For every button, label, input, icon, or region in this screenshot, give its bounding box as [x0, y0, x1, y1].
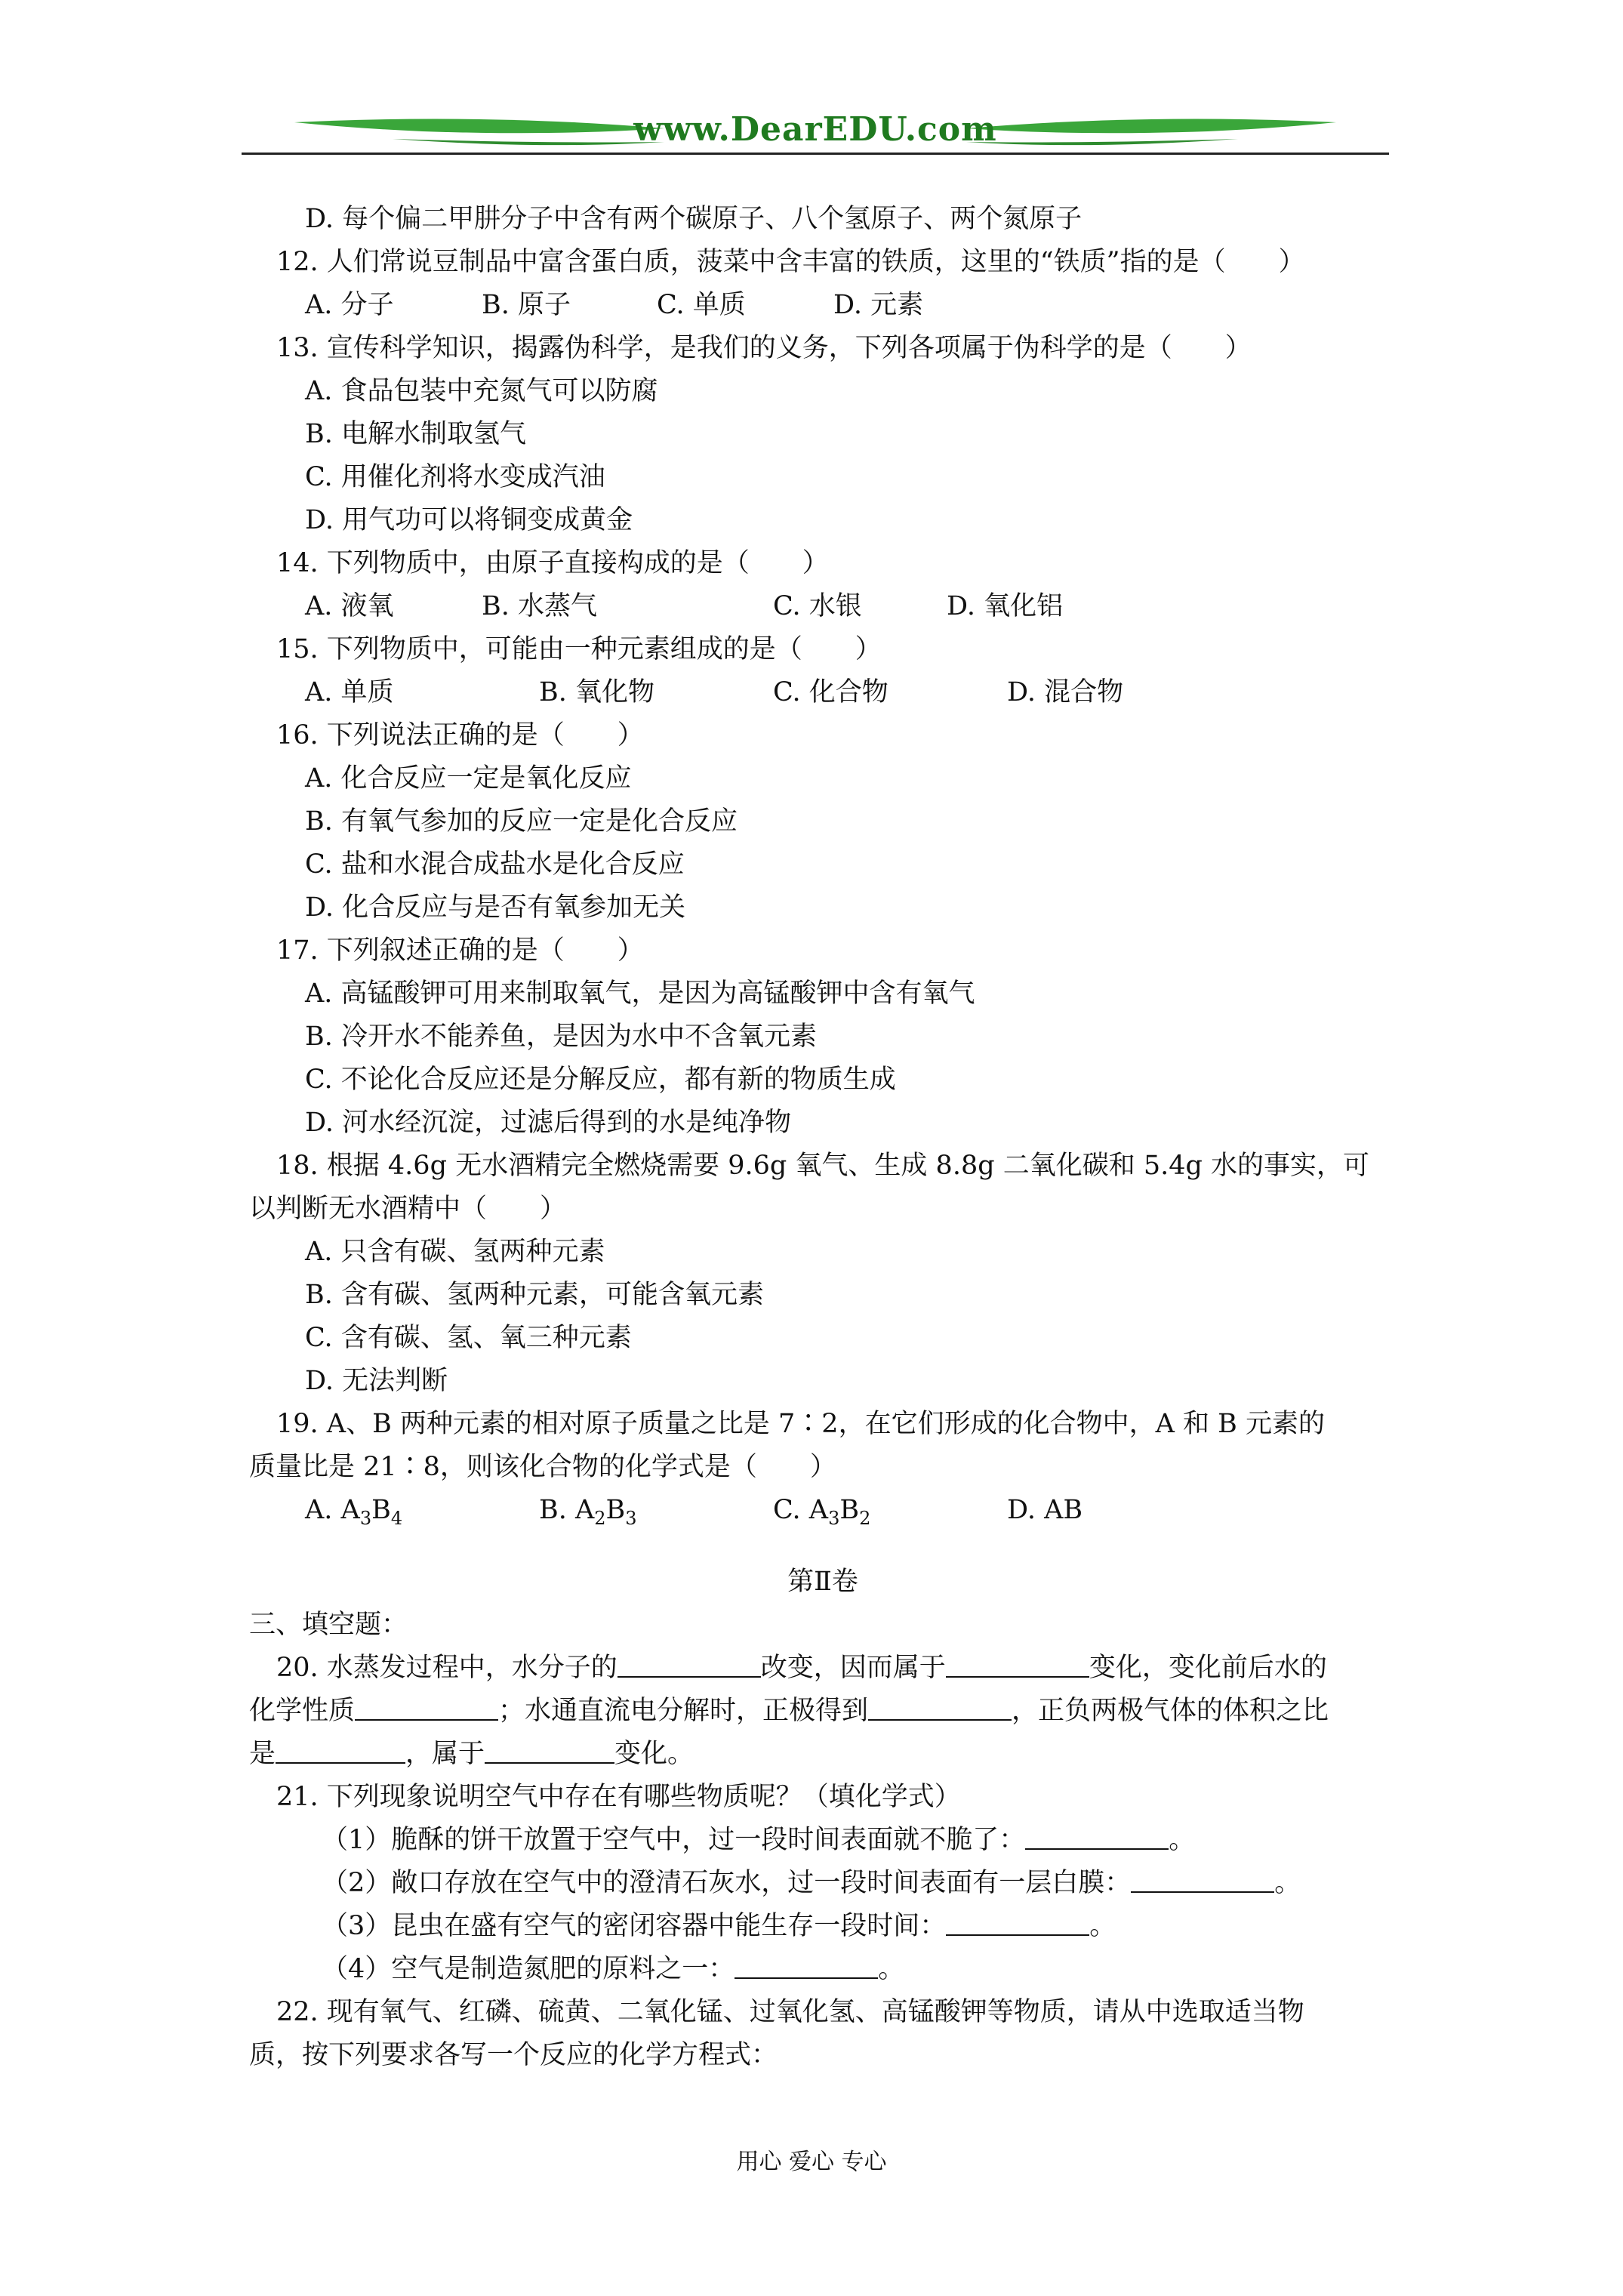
- q20-blank-5[interactable]: [276, 1737, 405, 1764]
- q21-sub3: （3）昆虫在盛有空气的密闭容器中能生存一段时间： 。: [249, 1905, 1397, 1948]
- q15-option-b: B. 氧化物: [539, 677, 654, 707]
- q19-stem-line2: 质量比是 21∶8，则该化合物的化学式是（ ）: [249, 1452, 836, 1482]
- q20-blank-6[interactable]: [485, 1737, 614, 1764]
- q12-option-d: D. 元素: [833, 290, 924, 320]
- q16-option-b: B. 有氧气参加的反应一定是化合反应: [305, 806, 738, 837]
- q19-option-a: A. $A_3B_4$: [305, 1495, 403, 1529]
- q13-option-d: D. 用气功可以将铜变成黄金: [305, 505, 633, 535]
- header-divider: [242, 153, 1389, 155]
- q20-blank-1[interactable]: [617, 1650, 761, 1678]
- q21-blank-2[interactable]: [1131, 1866, 1274, 1893]
- q20-line1: 20. 水蒸发过程中，水分子的 改变，因而属于 变化，变化前后水的: [249, 1647, 1397, 1690]
- q19-options: [249, 1489, 1397, 1532]
- q15-option-a: A. 单质: [305, 677, 394, 707]
- q13-option-c: C. 用催化剂将水变成汽油: [305, 462, 605, 492]
- q21-stem: 21. 下列现象说明空气中存在有哪些物质呢？（填化学式）: [276, 1782, 961, 1812]
- q19-option-c: C. $A_3B_2$: [773, 1495, 871, 1529]
- q15-stem: 15. 下列物质中，可能由一种元素组成的是（ ）: [276, 634, 882, 664]
- q20-blank-4[interactable]: [868, 1693, 1012, 1721]
- page-footer: 用心 爱心 专心: [736, 2149, 887, 2175]
- q19-option-d: D. AB: [1007, 1495, 1083, 1525]
- q12-options: [249, 284, 1397, 327]
- q22-stem-line2: 质，按下列要求各写一个反应的化学方程式：: [249, 2040, 778, 2070]
- q16-option-c: C. 盐和水混合成盐水是化合反应: [305, 849, 685, 880]
- q20-line2: 化学性质 ；水通直流电分解时，正极得到 ，正负两极气体的体积之比: [249, 1690, 1397, 1733]
- page-header: [242, 106, 1389, 166]
- q16-option-d: D. 化合反应与是否有氧参加无关: [305, 892, 686, 923]
- site-logo-text: www.DearEDU.com: [633, 110, 997, 149]
- q18-stem-line2: 以判断无水酒精中（ ）: [249, 1194, 567, 1224]
- q14-option-c: C. 水银: [773, 591, 862, 621]
- q20-blank-3[interactable]: [355, 1693, 498, 1721]
- q17-option-c: C. 不论化合反应还是分解反应，都有新的物质生成: [305, 1065, 896, 1095]
- q16-stem: 16. 下列说法正确的是（ ）: [276, 720, 644, 750]
- q21-sub4: （4）空气是制造氮肥的原料之一： 。: [249, 1948, 1397, 1991]
- section-heading: 三、填空题：: [249, 1610, 408, 1640]
- q14-option-a: A. 液氧: [305, 591, 394, 621]
- q14-stem: 14. 下列物质中，由原子直接构成的是（ ）: [276, 548, 829, 578]
- q11-option-d: D. 每个偏二甲肼分子中含有两个碳原子、八个氢原子、两个氮原子: [305, 204, 1083, 234]
- q21-sub1: （1）脆酥的饼干放置于空气中，过一段时间表面就不脆了： 。: [249, 1819, 1397, 1862]
- section-title: 第Ⅱ卷: [787, 1567, 858, 1597]
- q21-sub2: （2）敞口存放在空气中的澄清石灰水，过一段时间表面有一层白膜： 。: [249, 1862, 1397, 1905]
- q17-stem: 17. 下列叙述正确的是（ ）: [276, 935, 644, 966]
- q12-option-c: C. 单质: [657, 290, 746, 320]
- q12-stem: 12. 人们常说豆制品中富含蛋白质，菠菜中含丰富的铁质，这里的“铁质”指的是（ ）: [276, 247, 1305, 277]
- q21-blank-4[interactable]: [735, 1952, 878, 1979]
- q18-option-c: C. 含有碳、氢、氧三种元素: [305, 1323, 632, 1353]
- q12-option-a: A. 分子: [305, 290, 394, 320]
- q13-stem: 13. 宣传科学知识，揭露伪科学，是我们的义务，下列各项属于伪科学的是（ ）: [276, 333, 1252, 363]
- q13-option-b: B. 电解水制取氢气: [305, 419, 526, 449]
- q12-option-b: B. 原子: [482, 290, 571, 320]
- q18-stem-line1: 18. 根据 4.6g 无水酒精完全燃烧需要 9.6g 氧气、生成 8.8g 二氧化碳和 5.4g 水的事实，可: [276, 1151, 1370, 1181]
- q18-option-b: B. 含有碳、氢两种元素，可能含氧元素: [305, 1280, 764, 1310]
- q22-stem-line1: 22. 现有氧气、红磷、硫黄、二氧化锰、过氧化氢、高锰酸钾等物质，请从中选取适当物: [276, 1997, 1304, 2027]
- q13-option-a: A. 食品包装中充氮气可以防腐: [305, 376, 658, 406]
- q17-option-d: D. 河水经沉淀，过滤后得到的水是纯净物: [305, 1108, 792, 1138]
- q21-blank-3[interactable]: [946, 1909, 1089, 1936]
- q15-options: [249, 671, 1397, 714]
- q17-option-a: A. 高锰酸钾可用来制取氧气，是因为高锰酸钾中含有氧气: [305, 978, 975, 1009]
- q19-option-b: B. $A_2B_3$: [539, 1495, 637, 1529]
- q14-option-d: D. 氧化铝: [947, 591, 1064, 621]
- q15-option-d: D. 混合物: [1007, 677, 1124, 707]
- exam-content: [249, 198, 1397, 2077]
- q18-option-d: D. 无法判断: [305, 1366, 448, 1396]
- q16-option-a: A. 化合反应一定是氧化反应: [305, 763, 632, 794]
- q18-option-a: A. 只含有碳、氢两种元素: [305, 1237, 605, 1267]
- q19-stem-line1: 19. A、B 两种元素的相对原子质量之比是 7∶2，在它们形成的化合物中，A 和 B 元素的: [276, 1409, 1325, 1439]
- q14-options: [249, 585, 1397, 628]
- spacer: [249, 1532, 1397, 1561]
- q20-line3: 是 ，属于 变化。: [249, 1733, 1397, 1776]
- q14-option-b: B. 水蒸气: [482, 591, 597, 621]
- q21-blank-1[interactable]: [1025, 1823, 1169, 1850]
- q20-blank-2[interactable]: [946, 1650, 1089, 1678]
- q17-option-b: B. 冷开水不能养鱼，是因为水中不含氧元素: [305, 1022, 817, 1052]
- q15-option-c: C. 化合物: [773, 677, 888, 707]
